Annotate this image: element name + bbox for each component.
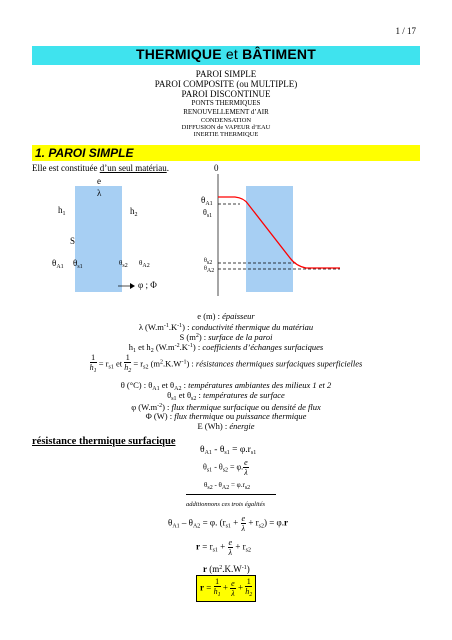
equation-1: $\theta_{A1} - \theta_{s1} = \varphi.r_{s1}$ bbox=[200, 445, 257, 456]
label-ta2: θA2 bbox=[139, 259, 150, 269]
def-rs: $\frac{1}{h_1}$ = $r_{s1}$ et $\frac{1}{h_2}$ = $r_{s2}$ $(m^2.K.W^{-1})$ : résistances thermiques surfaciques superficielles bbox=[89, 353, 363, 374]
toc-item: PAROI COMPOSITE (ou MULTIPLE) bbox=[154, 79, 298, 89]
page-title: THERMIQUE et BÂTIMENT bbox=[135, 46, 316, 62]
def-surface: S $(m^2)$ : surface de la paroi bbox=[179, 332, 273, 342]
flux-arrow-head bbox=[130, 283, 135, 289]
def-h: $h_1$ et $h_2$ $(W.m^{-2}.K^{-1})$ : coefficients d’échanges surfaciques bbox=[128, 342, 324, 354]
label-ts1: $\theta_{s1}$ bbox=[73, 258, 83, 270]
toc-item: CONDENSATION bbox=[200, 117, 252, 124]
page-number: 1 / 17 bbox=[395, 26, 416, 36]
equation-3: θs2 - θA2 = φ.rs2 bbox=[204, 481, 251, 491]
def-flux: Φ (W) : flux thermique ou puissance thermique bbox=[145, 411, 307, 421]
axis-ts2: θs2 bbox=[204, 258, 213, 266]
label-h1: $h_1$ bbox=[58, 205, 66, 217]
axis-ta1: $\theta_{A1}$ bbox=[201, 195, 213, 207]
axis-ta2: θA2 bbox=[204, 266, 215, 274]
label-flux: φ ; Φ bbox=[138, 280, 157, 290]
def-theta-surface: $\theta_{s1}$ et $\theta_{s2}$ : températures de surface bbox=[167, 390, 285, 402]
def-flux-density: φ $(W.m^{-2})$ : flux thermique surfacique ou densité de flux bbox=[131, 402, 321, 412]
toc-item: INERTIE THERMIQUE bbox=[193, 131, 259, 138]
toc-item: RENOUVELLEMENT d’AIR bbox=[183, 108, 269, 116]
def-lambda: λ $(W.m^{-1}.K^{-1})$ : conductivité thermique du matériau bbox=[138, 322, 314, 332]
toc-item: PAROI SIMPLE bbox=[195, 69, 257, 79]
wall-rect-right bbox=[246, 186, 293, 292]
wall-rect-left bbox=[75, 186, 122, 292]
section-title: 1. PAROI SIMPLE bbox=[35, 146, 134, 160]
axis-ts1: $\theta_{s1}$ bbox=[203, 208, 213, 219]
label-e: e bbox=[97, 176, 101, 186]
equation-4: $\theta_{A1} - \theta_{A2} = \varphi$. ($r_{s1}$ + $\frac{e}{\lambda}$ + $r_{s2}) = \varphi.r$ bbox=[168, 514, 289, 533]
label-ta1: $\theta_{A1}$ bbox=[52, 258, 64, 270]
def-theta-ambient: θ (°C) : $\theta_{A1}$ et $\theta_{A2}$ : températures ambiantes des milieux 1 et 2 bbox=[120, 380, 332, 392]
label-ts2: θs2 bbox=[119, 259, 128, 269]
toc-item: PONTS THERMIQUES bbox=[191, 99, 261, 107]
sum-divider bbox=[186, 494, 276, 495]
label-surface: S bbox=[70, 236, 76, 246]
def-thickness: e (m) : épaisseur bbox=[197, 311, 255, 321]
section-intro: Elle est constituée d’un seul matériau. bbox=[32, 163, 169, 173]
axis-zero: 0 bbox=[214, 163, 219, 173]
equation-2: $\theta_{s1} - \theta_{s2} = \varphi$. $\frac{e}{\lambda}$ bbox=[203, 458, 248, 477]
sum-note: additionnons ces trois égalités bbox=[186, 501, 266, 508]
toc-item: PAROI DISCONTINUE bbox=[181, 89, 271, 99]
resistance-title: résistance thermique surfacique bbox=[32, 436, 176, 447]
toc-item: DIFFUSION de VAPEUR d’EAU bbox=[181, 124, 271, 131]
equation-7-box: r = $\frac{1}{h_1}$ + $\frac{e}{\lambda}$ + $\frac{1}{h_2}$ bbox=[196, 575, 256, 602]
label-h2: $h_2$ bbox=[130, 206, 138, 218]
label-lambda: λ bbox=[97, 188, 102, 198]
def-energy: E (Wh) : énergie bbox=[197, 421, 255, 431]
equation-5: $r = r_{s1}$ + $\frac{e}{\lambda}$ + $r_{s2}$ bbox=[196, 538, 251, 557]
equation-6: r $(m^2.K.W^{-1})$ bbox=[203, 564, 250, 574]
